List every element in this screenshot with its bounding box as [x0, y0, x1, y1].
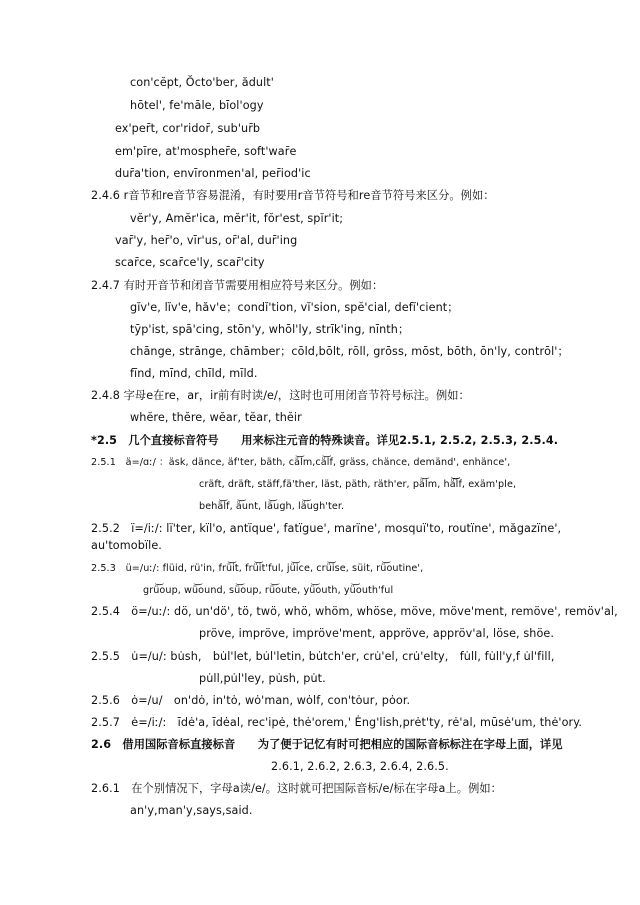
example-line: an'y,man'y,says,said. — [130, 804, 253, 817]
section-heading-2-5-2: 2.5.2 ï=/iː/: lï'ter, kïl'o, antïque', fatïgue', marïne', mosquï'to, routïne', măgazïne', — [91, 522, 562, 535]
section-heading-2-5-6: 2.5.6 ȯ=/u/ on'dȯ, in'tȯ, wȯ'man, wȯlf, con'tȯur, pȯor. — [91, 694, 411, 707]
section-heading-2-5: *2.5 几个直接标音符号 用来标注元音的特殊读音。详见2.5.1, 2.5.2, 2.5.3, 2.5.4. — [91, 434, 559, 447]
section-heading-2-6: 2.6 借用国际音标直接标音 为了便于记忆有时可把相应的国际音标标注在字母上面，详见 — [91, 738, 563, 751]
section-heading-2-4-7: 2.4.7 有时开音节和闭音节需要用相应符号来区分。例如： — [91, 279, 384, 292]
example-line: em'pīre, at'mospher̄e, soft'war̄e — [115, 145, 297, 158]
example-line: pu̇ll,pu̇l'ley, pu̇sh, pu̇t. — [199, 672, 326, 685]
section-heading-2-5-4: 2.5.4 ö=/uː/: dö, un'dö', tö, twö, whö, whöm, whöse, möve, möve'ment, remöve', remöv'al, — [91, 605, 618, 618]
example-line: hōtel', fe'māle, bīol'ogy — [130, 99, 264, 112]
example-line: whĕre, thĕre, wĕar, tĕar, thĕir — [130, 411, 302, 424]
example-line: cräft, dräft, stäff,fä'ther, läst, päth, räth'er, pä͝lm, hä͝͝͝lf, exäm'ple, — [199, 479, 517, 490]
example-line: pröve, impröve, impröve'ment, appröve, appröv'al, löse, shöe. — [199, 627, 555, 640]
example-line: var̄'y, her̄'o, vīr'us, or̄'al, dur̄'ing — [115, 234, 298, 247]
example-line: ex'per̄t, cor'ridor̄, sub'ur̄b — [115, 122, 261, 135]
example-line: tȳp'ist, spā'cing, stōn'y, whōl'ly, strīk'ing, nīnth； — [130, 323, 410, 336]
section-heading-2-6-1: 2.6.1 在个别情况下，字母a读/e/。这时就可把国际音标/e/标在字母a上。例如： — [91, 782, 502, 795]
section-heading-2-5-7: 2.5.7 ė=/iː/: īdė'a, īdėal, rec'ipė, thė'orem,' Ėng'lish,prėt'ty, rė'al, mūsė'um, thė'ory. — [91, 716, 583, 729]
example-line: chānge, strānge, chāmber；cōld,bōlt, rōll, grōss, mōst, bōth, ōn'ly, contrōl'； — [130, 345, 569, 358]
example-line: con'cĕpt, Ŏcto'ber, ădult' — [130, 76, 274, 89]
example-line: fīnd, mīnd, chīld, mīld. — [130, 367, 258, 380]
example-line: scar̄ce, scar̄ce'ly, scar̄'city — [115, 256, 265, 269]
section-heading-2-5-3: 2.5.3 ü=/uː/: flüid, rü'in, frü͝it, frü͝it'ful, jü͝ice, crü͝ise, süit, rü͝outine', — [91, 563, 424, 574]
section-heading-2-4-6: 2.4.6 r音节和re音节容易混淆，有时要用r音节符号和re音节符号来区分。例如： — [91, 189, 495, 202]
example-line: dur̄a'tion, envīronmen'al, per̄iod'ic — [115, 167, 311, 180]
section-heading-2-5-1: 2.5.1 ä=/ɑː/ ：äsk, dänce, äf'ter, bäth, cä͝lm,cä͝lf, gräss, chänce, demänd', enhänce', — [91, 457, 511, 468]
section-heading-2-5-5: 2.5.5 u̇=/u/: bu̇sh, bu̇l'let, bu̇l'letin, bu̇tch'er, cru̇'el, cru̇'elty, fu̇ll, fu̇ll'y,f u̇l'fill, — [91, 650, 555, 663]
example-line: 2.6.1, 2.6.2, 2.6.3, 2.6.4, 2.6.5. — [271, 760, 449, 773]
example-line: au'tomobïle. — [91, 539, 162, 552]
example-line: vĕr'y, Amĕr'ica, mĕr'it, fŏr'est, spĭr'it; — [130, 212, 344, 225]
example-line: grü͝oup, wü͝ound, sü͝oup, rü͝oute, yü͝outh, yü͝outh'ful — [143, 585, 394, 596]
section-heading-2-4-8: 2.4.8 字母e在re，ar，ir前有时读/e/，这时也可用闭音节符号标注。例如： — [91, 389, 470, 402]
example-line: behä͝lf, ä͝unt, lä͝ugh, lä͝ugh'ter. — [199, 501, 345, 512]
example-line: gĭv'e, lĭv'e, hăv'e；condĭ'tion, vĭ'sion, spĕ'cial, defĭ'cient； — [130, 301, 459, 314]
